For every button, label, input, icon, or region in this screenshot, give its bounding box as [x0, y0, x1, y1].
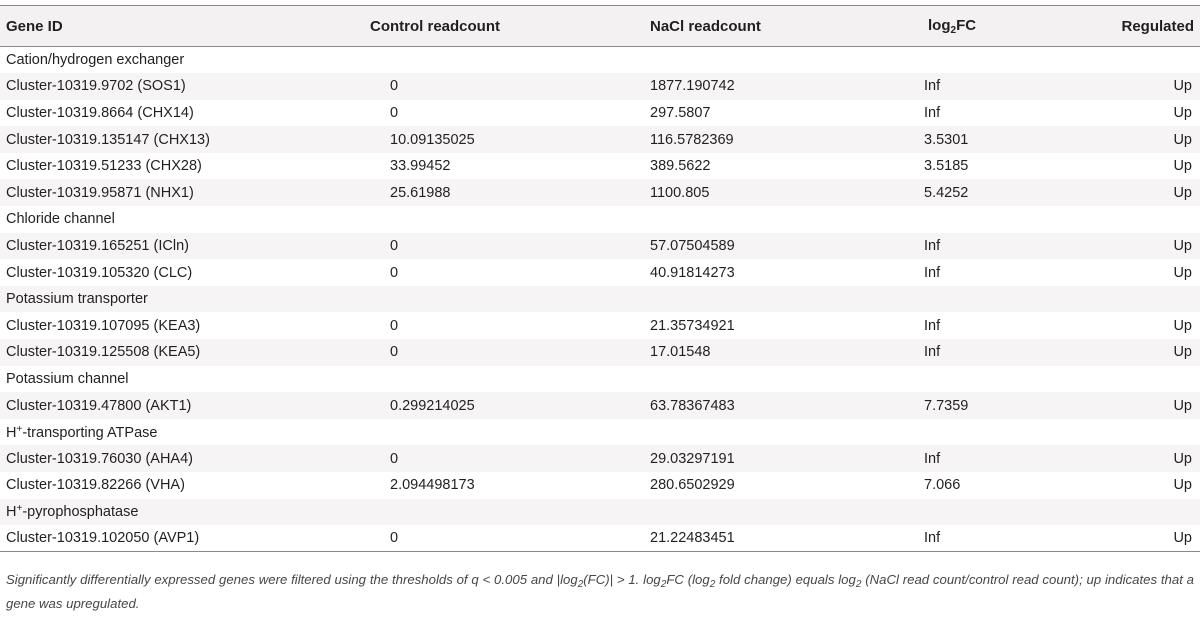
header-row — [0, 6, 1200, 47]
section-title — [0, 419, 1200, 446]
table-footnote — [6, 570, 1194, 613]
header-regulated: Regulated — [1050, 6, 1200, 47]
control-readcount-cell: 0 — [368, 233, 650, 260]
gene-expression-table — [0, 5, 1200, 552]
footnote-sub4: 2 — [855, 579, 862, 590]
control-readcount-cell: 0 — [368, 73, 650, 100]
footnote-part3: FC (log — [666, 572, 710, 587]
regulated-cell: Up — [1050, 73, 1200, 100]
footnote-part2: (FC)| > 1. log — [583, 572, 661, 587]
log2fc-cell: Inf — [888, 525, 1050, 552]
footnote-part5: (NaCl read count/control read count); up indicates that a gene was upregulated. — [6, 572, 1194, 611]
log2fc-cell: 5.4252 — [888, 179, 1050, 206]
table-row — [0, 312, 1200, 339]
log2fc-cell: Inf — [888, 445, 1050, 472]
regulated-cell: Up — [1050, 100, 1200, 127]
regulated-cell: Up — [1050, 259, 1200, 286]
gene-id-cell: Cluster-10319.95871 (NHX1) — [0, 179, 368, 206]
control-readcount-cell: 0 — [368, 445, 650, 472]
section-title-suffix: -pyrophosphatase — [22, 504, 139, 521]
table-row — [0, 233, 1200, 260]
header-nacl-readcount: NaCl readcount — [650, 6, 888, 47]
header-log2fc-sub: 2 — [950, 24, 957, 36]
table-row — [0, 73, 1200, 100]
control-readcount-cell: 0.299214025 — [368, 392, 650, 419]
nacl-readcount-cell: 40.91814273 — [650, 259, 888, 286]
nacl-readcount-cell: 116.5782369 — [650, 126, 888, 153]
table-row — [0, 472, 1200, 499]
section-title-prefix: H — [6, 504, 17, 521]
header-log2fc-prefix: log — [928, 16, 951, 34]
log2fc-cell: 3.5301 — [888, 126, 1050, 153]
log2fc-cell: Inf — [888, 339, 1050, 366]
section-title-sup: + — [16, 423, 23, 435]
section-row — [0, 499, 1200, 526]
section-row — [0, 47, 1200, 74]
log2fc-cell: 7.7359 — [888, 392, 1050, 419]
log2fc-cell: Inf — [888, 73, 1050, 100]
header-log2fc-suffix: FC — [956, 16, 977, 34]
control-readcount-cell: 33.99452 — [368, 153, 650, 180]
control-readcount-cell: 0 — [368, 312, 650, 339]
table-row — [0, 259, 1200, 286]
gene-id-cell: Cluster-10319.47800 (AKT1) — [0, 392, 368, 419]
regulated-cell: Up — [1050, 472, 1200, 499]
table-row — [0, 153, 1200, 180]
regulated-cell: Up — [1050, 179, 1200, 206]
gene-id-cell: Cluster-10319.105320 (CLC) — [0, 259, 368, 286]
section-row — [0, 286, 1200, 313]
control-readcount-cell: 0 — [368, 259, 650, 286]
section-title: Cation/hydrogen exchanger — [0, 47, 1200, 74]
table-row — [0, 392, 1200, 419]
nacl-readcount-cell: 21.35734921 — [650, 312, 888, 339]
control-readcount-cell: 0 — [368, 339, 650, 366]
gene-id-cell: Cluster-10319.125508 (KEA5) — [0, 339, 368, 366]
gene-id-cell: Cluster-10319.107095 (KEA3) — [0, 312, 368, 339]
regulated-cell: Up — [1050, 339, 1200, 366]
control-readcount-cell: 2.094498173 — [368, 472, 650, 499]
table-row — [0, 179, 1200, 206]
gene-id-cell: Cluster-10319.9702 (SOS1) — [0, 73, 368, 100]
section-row — [0, 419, 1200, 446]
control-readcount-cell: 0 — [368, 525, 650, 552]
nacl-readcount-cell: 1100.805 — [650, 179, 888, 206]
regulated-cell: Up — [1050, 233, 1200, 260]
nacl-readcount-cell: 29.03297191 — [650, 445, 888, 472]
section-title-sup: + — [16, 503, 23, 515]
header-gene-id: Gene ID — [0, 6, 368, 47]
section-title — [0, 499, 1200, 526]
gene-id-cell: Cluster-10319.8664 (CHX14) — [0, 100, 368, 127]
gene-id-cell: Cluster-10319.102050 (AVP1) — [0, 525, 368, 552]
log2fc-cell: Inf — [888, 312, 1050, 339]
nacl-readcount-cell: 17.01548 — [650, 339, 888, 366]
control-readcount-cell: 10.09135025 — [368, 126, 650, 153]
regulated-cell: Up — [1050, 392, 1200, 419]
gene-id-cell: Cluster-10319.76030 (AHA4) — [0, 445, 368, 472]
gene-id-cell: Cluster-10319.51233 (CHX28) — [0, 153, 368, 180]
regulated-cell: Up — [1050, 312, 1200, 339]
section-title: Chloride channel — [0, 206, 1200, 233]
nacl-readcount-cell: 63.78367483 — [650, 392, 888, 419]
gene-id-cell: Cluster-10319.135147 (CHX13) — [0, 126, 368, 153]
section-row — [0, 366, 1200, 393]
log2fc-cell: 3.5185 — [888, 153, 1050, 180]
footnote-sub1: 2 — [577, 579, 584, 590]
header-control-readcount: Control readcount — [368, 6, 650, 47]
table-row — [0, 339, 1200, 366]
control-readcount-cell: 25.61988 — [368, 179, 650, 206]
log2fc-cell: Inf — [888, 100, 1050, 127]
section-title: Potassium transporter — [0, 286, 1200, 313]
footnote-sub2: 2 — [660, 579, 667, 590]
table-row — [0, 445, 1200, 472]
regulated-cell: Up — [1050, 153, 1200, 180]
table-container — [0, 5, 1200, 552]
section-title-suffix: -transporting ATPase — [22, 424, 158, 441]
section-row — [0, 206, 1200, 233]
control-readcount-cell: 0 — [368, 100, 650, 127]
section-title: Potassium channel — [0, 366, 1200, 393]
header-log2fc — [888, 6, 1050, 47]
gene-id-cell: Cluster-10319.82266 (VHA) — [0, 472, 368, 499]
log2fc-cell: 7.066 — [888, 472, 1050, 499]
nacl-readcount-cell: 21.22483451 — [650, 525, 888, 552]
table-row — [0, 100, 1200, 127]
footnote-part1: Significantly differentially expressed genes were filtered using the thresholds of q < 0.005 and |log — [6, 572, 578, 587]
nacl-readcount-cell: 1877.190742 — [650, 73, 888, 100]
nacl-readcount-cell: 280.6502929 — [650, 472, 888, 499]
gene-id-cell: Cluster-10319.165251 (ICln) — [0, 233, 368, 260]
footnote-sub3: 2 — [709, 579, 716, 590]
nacl-readcount-cell: 389.5622 — [650, 153, 888, 180]
log2fc-cell: Inf — [888, 259, 1050, 286]
table-body — [0, 47, 1200, 552]
regulated-cell: Up — [1050, 126, 1200, 153]
log2fc-cell: Inf — [888, 233, 1050, 260]
footnote-part4: fold change) equals log — [715, 572, 856, 587]
regulated-cell: Up — [1050, 445, 1200, 472]
regulated-cell: Up — [1050, 525, 1200, 552]
table-row — [0, 126, 1200, 153]
section-title-prefix: H — [6, 424, 17, 441]
table-row — [0, 525, 1200, 552]
nacl-readcount-cell: 57.07504589 — [650, 233, 888, 260]
nacl-readcount-cell: 297.5807 — [650, 100, 888, 127]
